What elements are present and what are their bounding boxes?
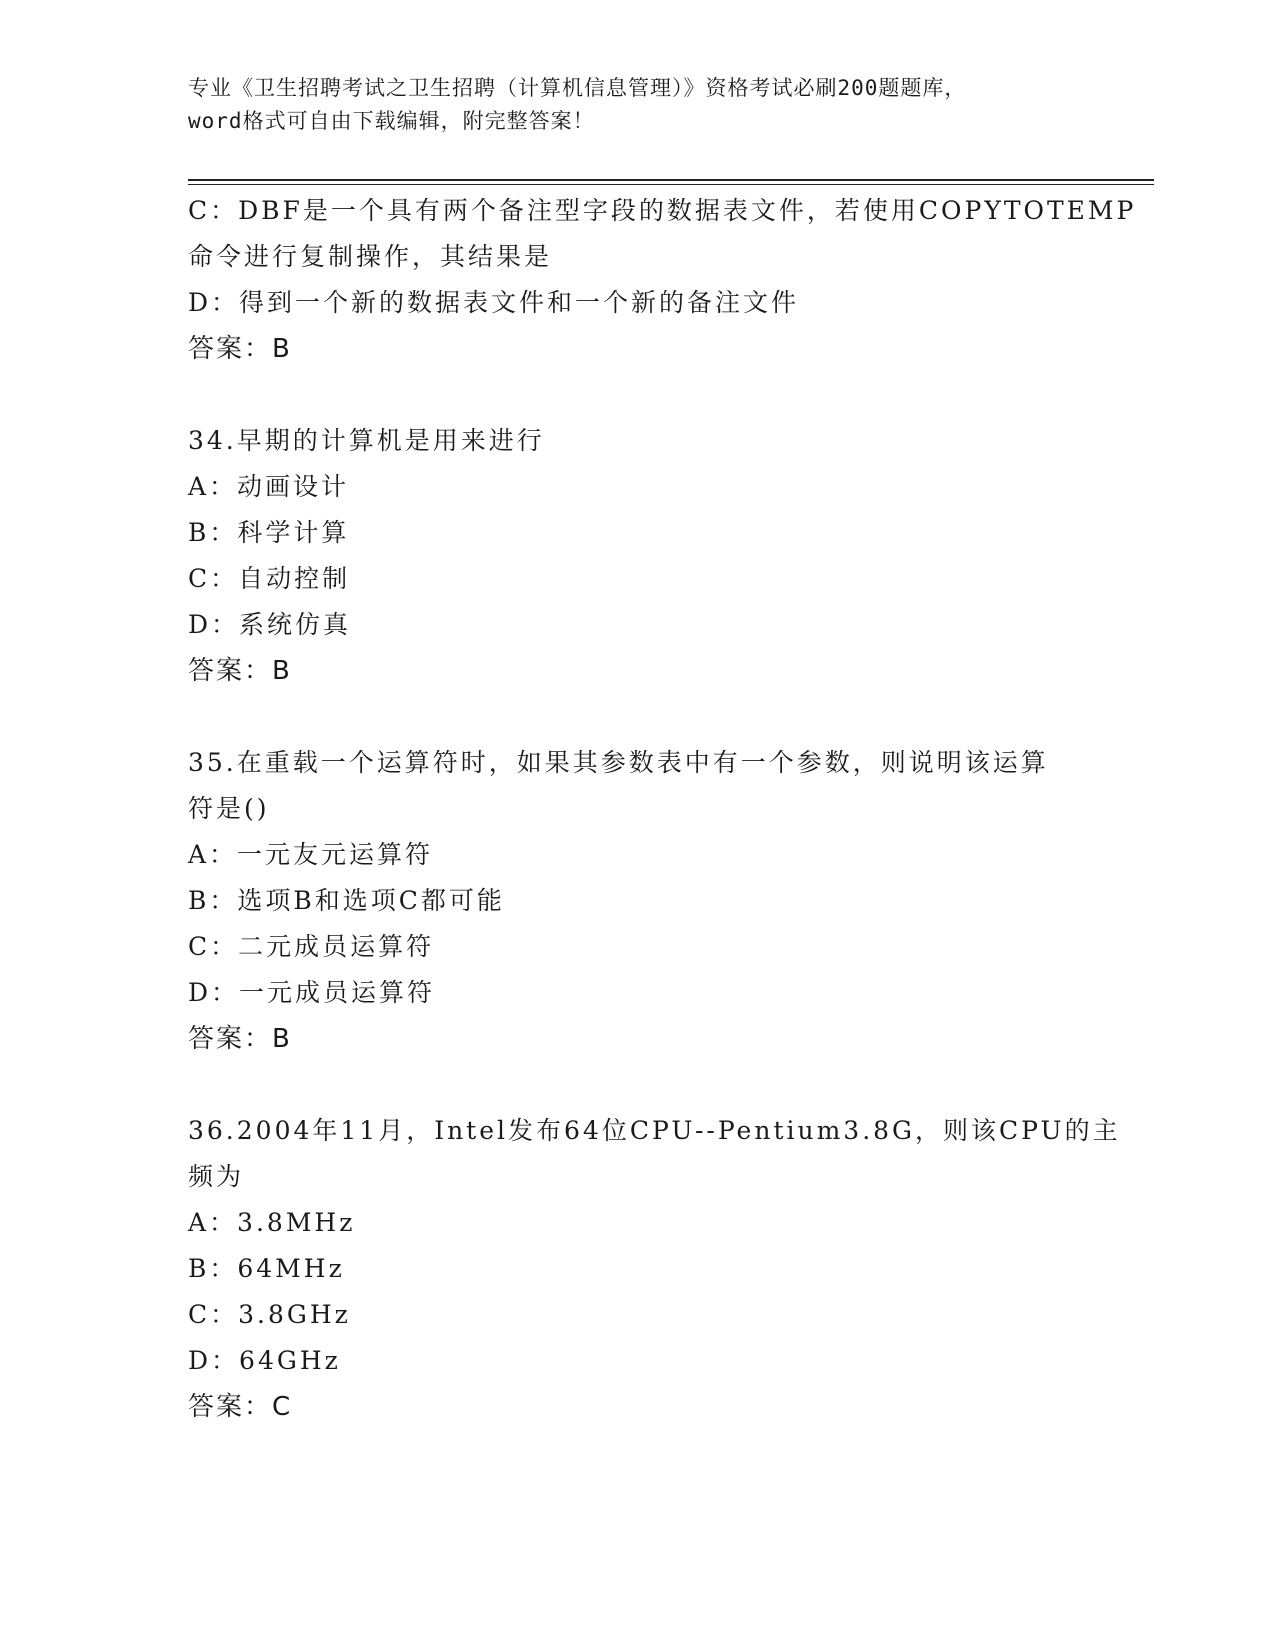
header-line-2: word格式可自由下载编辑，附完整答案！: [188, 109, 595, 133]
option-a: A：一元友元运算符: [188, 840, 434, 869]
header-divider-thick: [188, 179, 1154, 181]
spacer: [188, 694, 1088, 740]
answer: 答案：B: [188, 656, 292, 686]
question-text: 36.2004年11月，Intel发布64位CPU--Pentium3.8G，则该CPU的主: [188, 1116, 1121, 1145]
question-block-34: [188, 418, 1088, 694]
option-c: C：二元成员运算符: [188, 932, 435, 961]
question-text: 34.早期的计算机是用来进行: [188, 426, 545, 455]
option-c: C：3.8GHz: [188, 1300, 351, 1329]
question-list: [188, 188, 1137, 1430]
question-block-33: [188, 188, 1137, 372]
option-c: C：自动控制: [188, 564, 351, 593]
question-block-35: [188, 740, 1088, 1062]
spacer: [188, 1062, 1088, 1108]
question-text-continued: 符是(): [188, 794, 270, 823]
answer: 答案：C: [188, 1392, 293, 1422]
document-header: [188, 72, 1088, 138]
answer: 答案：B: [188, 1024, 292, 1054]
option-a: A：3.8MHz: [188, 1208, 356, 1237]
option-c: C：DBF是一个具有两个备注型字段的数据表文件，若使用COPYTOTEMP: [188, 196, 1137, 225]
header-divider-thin: [188, 184, 1154, 185]
option-d: D：64GHz: [188, 1346, 341, 1375]
question-text: 35.在重载一个运算符时，如果其参数表中有一个参数，则说明该运算: [188, 748, 1049, 777]
answer: 答案：B: [188, 334, 292, 364]
header-line-1: 专业《卫生招聘考试之卫生招聘（计算机信息管理）》资格考试必刷200题题库，: [188, 76, 967, 100]
option-d: D：系统仿真: [188, 610, 352, 639]
option-d: D：一元成员运算符: [188, 978, 436, 1007]
spacer: [188, 372, 1088, 418]
option-b: B：64MHz: [188, 1254, 345, 1283]
option-b: B：科学计算: [188, 518, 350, 547]
option-b: B：选项B和选项C都可能: [188, 886, 505, 915]
question-block-36: [188, 1108, 1121, 1430]
option-d: D：得到一个新的数据表文件和一个新的备注文件: [188, 288, 800, 317]
question-text-continued: 频为: [188, 1162, 245, 1191]
option-c-continued: 命令进行复制操作，其结果是: [188, 242, 553, 271]
option-a: A：动画设计: [188, 472, 350, 501]
